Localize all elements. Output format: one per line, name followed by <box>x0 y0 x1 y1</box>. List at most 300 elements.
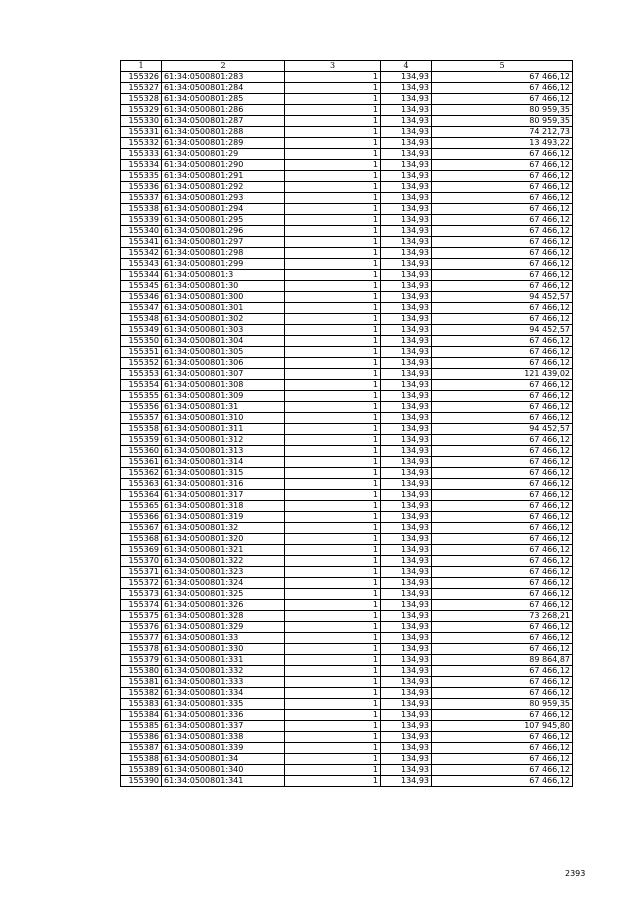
quantity-cell: 1 <box>285 325 381 336</box>
page-number: 2393 <box>565 869 586 878</box>
quantity-cell: 1 <box>285 380 381 391</box>
area-cell: 134,93 <box>381 446 432 457</box>
quantity-cell: 1 <box>285 182 381 193</box>
value-cell: 67 466,12 <box>432 204 573 215</box>
row-number-cell: 155389 <box>121 765 162 776</box>
area-cell: 134,93 <box>381 83 432 94</box>
row-number-cell: 155340 <box>121 226 162 237</box>
value-cell: 67 466,12 <box>432 710 573 721</box>
table-row <box>121 83 573 94</box>
value-cell: 73 268,21 <box>432 611 573 622</box>
value-cell: 67 466,12 <box>432 281 573 292</box>
value-cell: 67 466,12 <box>432 413 573 424</box>
cadastral-number-cell: 61:34:0500801:340 <box>162 765 285 776</box>
value-cell: 67 466,12 <box>432 479 573 490</box>
row-number-cell: 155367 <box>121 523 162 534</box>
header-row <box>121 61 573 72</box>
area-cell: 134,93 <box>381 710 432 721</box>
row-number-cell: 155351 <box>121 347 162 358</box>
row-number-cell: 155363 <box>121 479 162 490</box>
cadastral-number-cell: 61:34:0500801:288 <box>162 127 285 138</box>
row-number-cell: 155349 <box>121 325 162 336</box>
value-cell: 67 466,12 <box>432 666 573 677</box>
value-cell: 67 466,12 <box>432 677 573 688</box>
value-cell: 67 466,12 <box>432 556 573 567</box>
table-row <box>121 688 573 699</box>
quantity-cell: 1 <box>285 369 381 380</box>
value-cell: 67 466,12 <box>432 160 573 171</box>
row-number-cell: 155331 <box>121 127 162 138</box>
value-cell: 67 466,12 <box>432 446 573 457</box>
table-row <box>121 611 573 622</box>
row-number-cell: 155326 <box>121 72 162 83</box>
area-cell: 134,93 <box>381 182 432 193</box>
area-cell: 134,93 <box>381 369 432 380</box>
value-cell: 67 466,12 <box>432 391 573 402</box>
cadastral-number-cell: 61:34:0500801:333 <box>162 677 285 688</box>
cadastral-number-cell: 61:34:0500801:287 <box>162 116 285 127</box>
value-cell: 67 466,12 <box>432 193 573 204</box>
row-number-cell: 155384 <box>121 710 162 721</box>
table-row <box>121 633 573 644</box>
table-row <box>121 358 573 369</box>
area-cell: 134,93 <box>381 633 432 644</box>
cadastral-number-cell: 61:34:0500801:294 <box>162 204 285 215</box>
table-row <box>121 512 573 523</box>
quantity-cell: 1 <box>285 402 381 413</box>
cadastral-number-cell: 61:34:0500801:290 <box>162 160 285 171</box>
value-cell: 67 466,12 <box>432 402 573 413</box>
row-number-cell: 155388 <box>121 754 162 765</box>
quantity-cell: 1 <box>285 721 381 732</box>
cadastral-number-cell: 61:34:0500801:3 <box>162 270 285 281</box>
row-number-cell: 155359 <box>121 435 162 446</box>
value-cell: 67 466,12 <box>432 468 573 479</box>
table-row <box>121 391 573 402</box>
value-cell: 67 466,12 <box>432 622 573 633</box>
area-cell: 134,93 <box>381 259 432 270</box>
area-cell: 134,93 <box>381 358 432 369</box>
cadastral-number-cell: 61:34:0500801:313 <box>162 446 285 457</box>
value-cell: 67 466,12 <box>432 600 573 611</box>
value-cell: 67 466,12 <box>432 259 573 270</box>
row-number-cell: 155369 <box>121 545 162 556</box>
value-cell: 67 466,12 <box>432 545 573 556</box>
cadastral-number-cell: 61:34:0500801:325 <box>162 589 285 600</box>
column-header-3: 3 <box>285 61 381 72</box>
row-number-cell: 155344 <box>121 270 162 281</box>
data-table <box>120 60 573 787</box>
row-number-cell: 155341 <box>121 237 162 248</box>
table-row <box>121 193 573 204</box>
value-cell: 67 466,12 <box>432 347 573 358</box>
row-number-cell: 155347 <box>121 303 162 314</box>
row-number-cell: 155380 <box>121 666 162 677</box>
row-number-cell: 155385 <box>121 721 162 732</box>
quantity-cell: 1 <box>285 512 381 523</box>
quantity-cell: 1 <box>285 732 381 743</box>
value-cell: 94 452,57 <box>432 424 573 435</box>
value-cell: 67 466,12 <box>432 732 573 743</box>
table-row <box>121 677 573 688</box>
cadastral-number-cell: 61:34:0500801:302 <box>162 314 285 325</box>
quantity-cell: 1 <box>285 171 381 182</box>
value-cell: 67 466,12 <box>432 149 573 160</box>
value-cell: 67 466,12 <box>432 567 573 578</box>
quantity-cell: 1 <box>285 644 381 655</box>
cadastral-number-cell: 61:34:0500801:316 <box>162 479 285 490</box>
table-row <box>121 523 573 534</box>
table-row <box>121 270 573 281</box>
row-number-cell: 155362 <box>121 468 162 479</box>
cadastral-number-cell: 61:34:0500801:283 <box>162 72 285 83</box>
table-row <box>121 72 573 83</box>
area-cell: 134,93 <box>381 578 432 589</box>
area-cell: 134,93 <box>381 666 432 677</box>
row-number-cell: 155381 <box>121 677 162 688</box>
quantity-cell: 1 <box>285 72 381 83</box>
quantity-cell: 1 <box>285 754 381 765</box>
area-cell: 134,93 <box>381 347 432 358</box>
row-number-cell: 155387 <box>121 743 162 754</box>
value-cell: 107 945,80 <box>432 721 573 732</box>
table-row <box>121 666 573 677</box>
value-cell: 67 466,12 <box>432 83 573 94</box>
area-cell: 134,93 <box>381 589 432 600</box>
row-number-cell: 155375 <box>121 611 162 622</box>
row-number-cell: 155332 <box>121 138 162 149</box>
row-number-cell: 155338 <box>121 204 162 215</box>
column-header-4: 4 <box>381 61 432 72</box>
row-number-cell: 155337 <box>121 193 162 204</box>
area-cell: 134,93 <box>381 303 432 314</box>
area-cell: 134,93 <box>381 776 432 787</box>
cadastral-number-cell: 61:34:0500801:307 <box>162 369 285 380</box>
value-cell: 89 864,87 <box>432 655 573 666</box>
quantity-cell: 1 <box>285 193 381 204</box>
area-cell: 134,93 <box>381 468 432 479</box>
row-number-cell: 155370 <box>121 556 162 567</box>
row-number-cell: 155329 <box>121 105 162 116</box>
cadastral-number-cell: 61:34:0500801:317 <box>162 490 285 501</box>
cadastral-number-cell: 61:34:0500801:291 <box>162 171 285 182</box>
row-number-cell: 155333 <box>121 149 162 160</box>
row-number-cell: 155354 <box>121 380 162 391</box>
row-number-cell: 155328 <box>121 94 162 105</box>
row-number-cell: 155376 <box>121 622 162 633</box>
cadastral-number-cell: 61:34:0500801:336 <box>162 710 285 721</box>
table-row <box>121 545 573 556</box>
area-cell: 134,93 <box>381 479 432 490</box>
row-number-cell: 155336 <box>121 182 162 193</box>
cadastral-number-cell: 61:34:0500801:324 <box>162 578 285 589</box>
area-cell: 134,93 <box>381 215 432 226</box>
area-cell: 134,93 <box>381 248 432 259</box>
value-cell: 67 466,12 <box>432 501 573 512</box>
area-cell: 134,93 <box>381 413 432 424</box>
value-cell: 67 466,12 <box>432 688 573 699</box>
value-cell: 67 466,12 <box>432 523 573 534</box>
row-number-cell: 155366 <box>121 512 162 523</box>
table-row <box>121 644 573 655</box>
table-row <box>121 534 573 545</box>
row-number-cell: 155345 <box>121 281 162 292</box>
table-row <box>121 182 573 193</box>
quantity-cell: 1 <box>285 501 381 512</box>
quantity-cell: 1 <box>285 666 381 677</box>
value-cell: 80 959,35 <box>432 699 573 710</box>
cadastral-number-cell: 61:34:0500801:315 <box>162 468 285 479</box>
area-cell: 134,93 <box>381 226 432 237</box>
table-row <box>121 446 573 457</box>
cadastral-number-cell: 61:34:0500801:300 <box>162 292 285 303</box>
cadastral-number-cell: 61:34:0500801:330 <box>162 644 285 655</box>
area-cell: 134,93 <box>381 72 432 83</box>
table-row <box>121 479 573 490</box>
row-number-cell: 155382 <box>121 688 162 699</box>
table-row <box>121 622 573 633</box>
area-cell: 134,93 <box>381 435 432 446</box>
area-cell: 134,93 <box>381 688 432 699</box>
table-row <box>121 589 573 600</box>
row-number-cell: 155379 <box>121 655 162 666</box>
cadastral-number-cell: 61:34:0500801:318 <box>162 501 285 512</box>
table-row <box>121 556 573 567</box>
value-cell: 67 466,12 <box>432 512 573 523</box>
cadastral-number-cell: 61:34:0500801:292 <box>162 182 285 193</box>
value-cell: 67 466,12 <box>432 633 573 644</box>
table-row <box>121 765 573 776</box>
area-cell: 134,93 <box>381 138 432 149</box>
row-number-cell: 155361 <box>121 457 162 468</box>
cadastral-number-cell: 61:34:0500801:32 <box>162 523 285 534</box>
area-cell: 134,93 <box>381 160 432 171</box>
area-cell: 134,93 <box>381 237 432 248</box>
row-number-cell: 155353 <box>121 369 162 380</box>
cadastral-number-cell: 61:34:0500801:312 <box>162 435 285 446</box>
quantity-cell: 1 <box>285 490 381 501</box>
table-row <box>121 402 573 413</box>
quantity-cell: 1 <box>285 160 381 171</box>
value-cell: 67 466,12 <box>432 94 573 105</box>
table-row <box>121 215 573 226</box>
cadastral-number-cell: 61:34:0500801:323 <box>162 567 285 578</box>
cadastral-number-cell: 61:34:0500801:303 <box>162 325 285 336</box>
row-number-cell: 155357 <box>121 413 162 424</box>
value-cell: 67 466,12 <box>432 534 573 545</box>
quantity-cell: 1 <box>285 545 381 556</box>
quantity-cell: 1 <box>285 611 381 622</box>
quantity-cell: 1 <box>285 391 381 402</box>
quantity-cell: 1 <box>285 358 381 369</box>
area-cell: 134,93 <box>381 204 432 215</box>
table-row <box>121 314 573 325</box>
quantity-cell: 1 <box>285 633 381 644</box>
quantity-cell: 1 <box>285 248 381 259</box>
area-cell: 134,93 <box>381 116 432 127</box>
quantity-cell: 1 <box>285 578 381 589</box>
row-number-cell: 155372 <box>121 578 162 589</box>
row-number-cell: 155378 <box>121 644 162 655</box>
quantity-cell: 1 <box>285 281 381 292</box>
area-cell: 134,93 <box>381 270 432 281</box>
table-row <box>121 424 573 435</box>
cadastral-number-cell: 61:34:0500801:337 <box>162 721 285 732</box>
quantity-cell: 1 <box>285 457 381 468</box>
value-cell: 67 466,12 <box>432 589 573 600</box>
area-cell: 134,93 <box>381 743 432 754</box>
area-cell: 134,93 <box>381 545 432 556</box>
area-cell: 134,93 <box>381 622 432 633</box>
table-row <box>121 226 573 237</box>
cadastral-number-cell: 61:34:0500801:29 <box>162 149 285 160</box>
quantity-cell: 1 <box>285 347 381 358</box>
area-cell: 134,93 <box>381 512 432 523</box>
value-cell: 67 466,12 <box>432 336 573 347</box>
cadastral-number-cell: 61:34:0500801:304 <box>162 336 285 347</box>
value-cell: 67 466,12 <box>432 270 573 281</box>
area-cell: 134,93 <box>381 292 432 303</box>
value-cell: 13 493,22 <box>432 138 573 149</box>
row-number-cell: 155365 <box>121 501 162 512</box>
quantity-cell: 1 <box>285 413 381 424</box>
table-row <box>121 336 573 347</box>
quantity-cell: 1 <box>285 776 381 787</box>
table-row <box>121 248 573 259</box>
row-number-cell: 155327 <box>121 83 162 94</box>
area-cell: 134,93 <box>381 721 432 732</box>
value-cell: 67 466,12 <box>432 765 573 776</box>
quantity-cell: 1 <box>285 523 381 534</box>
value-cell: 67 466,12 <box>432 303 573 314</box>
column-header-2: 2 <box>162 61 285 72</box>
area-cell: 134,93 <box>381 567 432 578</box>
area-cell: 134,93 <box>381 391 432 402</box>
cadastral-number-cell: 61:34:0500801:299 <box>162 259 285 270</box>
cadastral-number-cell: 61:34:0500801:293 <box>162 193 285 204</box>
table-row <box>121 138 573 149</box>
area-cell: 134,93 <box>381 677 432 688</box>
row-number-cell: 155390 <box>121 776 162 787</box>
area-cell: 134,93 <box>381 402 432 413</box>
cadastral-number-cell: 61:34:0500801:305 <box>162 347 285 358</box>
row-number-cell: 155386 <box>121 732 162 743</box>
table-row <box>121 413 573 424</box>
value-cell: 94 452,57 <box>432 325 573 336</box>
table-row <box>121 457 573 468</box>
quantity-cell: 1 <box>285 314 381 325</box>
quantity-cell: 1 <box>285 567 381 578</box>
value-cell: 67 466,12 <box>432 314 573 325</box>
cadastral-number-cell: 61:34:0500801:34 <box>162 754 285 765</box>
value-cell: 67 466,12 <box>432 435 573 446</box>
table-row <box>121 776 573 787</box>
value-cell: 67 466,12 <box>432 171 573 182</box>
cadastral-number-cell: 61:34:0500801:284 <box>162 83 285 94</box>
row-number-cell: 155383 <box>121 699 162 710</box>
area-cell: 134,93 <box>381 171 432 182</box>
quantity-cell: 1 <box>285 479 381 490</box>
area-cell: 134,93 <box>381 149 432 160</box>
table-row <box>121 281 573 292</box>
row-number-cell: 155377 <box>121 633 162 644</box>
quantity-cell: 1 <box>285 699 381 710</box>
area-cell: 134,93 <box>381 105 432 116</box>
cadastral-number-cell: 61:34:0500801:339 <box>162 743 285 754</box>
area-cell: 134,93 <box>381 457 432 468</box>
cadastral-number-cell: 61:34:0500801:308 <box>162 380 285 391</box>
row-number-cell: 155342 <box>121 248 162 259</box>
area-cell: 134,93 <box>381 336 432 347</box>
area-cell: 134,93 <box>381 94 432 105</box>
cadastral-number-cell: 61:34:0500801:285 <box>162 94 285 105</box>
row-number-cell: 155352 <box>121 358 162 369</box>
value-cell: 80 959,35 <box>432 105 573 116</box>
table-row <box>121 655 573 666</box>
area-cell: 134,93 <box>381 424 432 435</box>
value-cell: 80 959,35 <box>432 116 573 127</box>
area-cell: 134,93 <box>381 490 432 501</box>
value-cell: 67 466,12 <box>432 754 573 765</box>
table-row <box>121 303 573 314</box>
value-cell: 67 466,12 <box>432 776 573 787</box>
table-row <box>121 578 573 589</box>
value-cell: 94 452,57 <box>432 292 573 303</box>
cadastral-number-cell: 61:34:0500801:338 <box>162 732 285 743</box>
cadastral-number-cell: 61:34:0500801:314 <box>162 457 285 468</box>
row-number-cell: 155346 <box>121 292 162 303</box>
area-cell: 134,93 <box>381 534 432 545</box>
value-cell: 67 466,12 <box>432 457 573 468</box>
column-header-5: 5 <box>432 61 573 72</box>
area-cell: 134,93 <box>381 754 432 765</box>
quantity-cell: 1 <box>285 138 381 149</box>
cadastral-number-cell: 61:34:0500801:289 <box>162 138 285 149</box>
cadastral-number-cell: 61:34:0500801:321 <box>162 545 285 556</box>
value-cell: 67 466,12 <box>432 182 573 193</box>
table-row <box>121 160 573 171</box>
cadastral-number-cell: 61:34:0500801:311 <box>162 424 285 435</box>
quantity-cell: 1 <box>285 534 381 545</box>
quantity-cell: 1 <box>285 424 381 435</box>
value-cell: 67 466,12 <box>432 358 573 369</box>
cadastral-number-cell: 61:34:0500801:335 <box>162 699 285 710</box>
quantity-cell: 1 <box>285 435 381 446</box>
quantity-cell: 1 <box>285 677 381 688</box>
quantity-cell: 1 <box>285 655 381 666</box>
quantity-cell: 1 <box>285 116 381 127</box>
area-cell: 134,93 <box>381 699 432 710</box>
table-row <box>121 490 573 501</box>
area-cell: 134,93 <box>381 600 432 611</box>
quantity-cell: 1 <box>285 589 381 600</box>
value-cell: 121 439,02 <box>432 369 573 380</box>
cadastral-number-cell: 61:34:0500801:332 <box>162 666 285 677</box>
value-cell: 67 466,12 <box>432 237 573 248</box>
quantity-cell: 1 <box>285 270 381 281</box>
quantity-cell: 1 <box>285 622 381 633</box>
quantity-cell: 1 <box>285 556 381 567</box>
cadastral-number-cell: 61:34:0500801:329 <box>162 622 285 633</box>
cadastral-number-cell: 61:34:0500801:310 <box>162 413 285 424</box>
table-row <box>121 127 573 138</box>
table-body <box>121 72 573 787</box>
table-row <box>121 699 573 710</box>
quantity-cell: 1 <box>285 336 381 347</box>
cadastral-number-cell: 61:34:0500801:322 <box>162 556 285 567</box>
quantity-cell: 1 <box>285 259 381 270</box>
column-header-1: 1 <box>121 61 162 72</box>
